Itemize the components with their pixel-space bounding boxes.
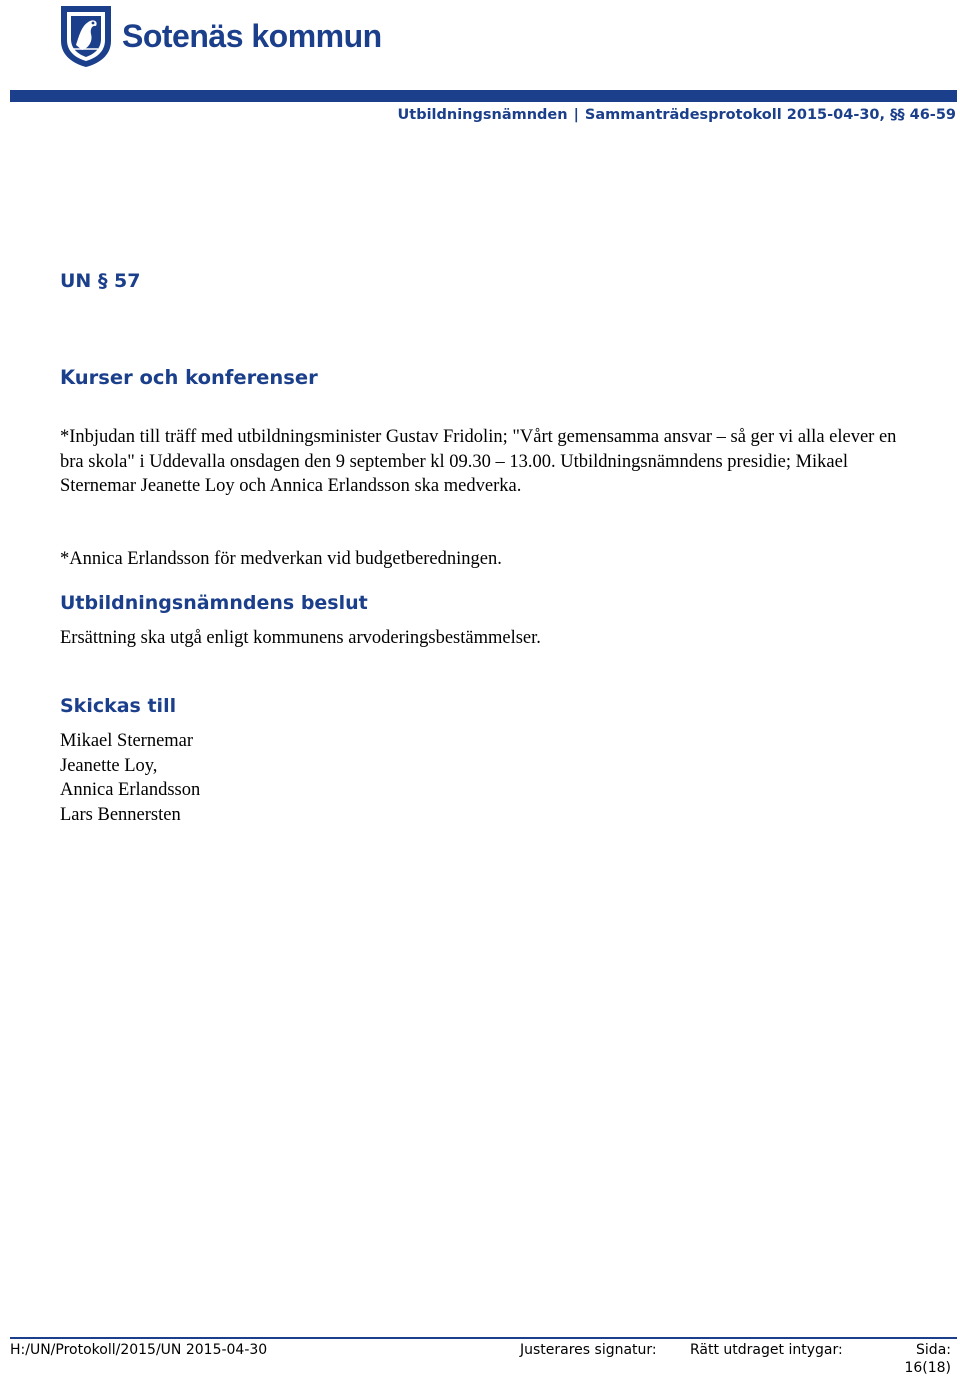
section-number: UN § 57 <box>60 270 141 292</box>
header-body: Utbildningsnämnden <box>397 107 568 123</box>
recipient-item: Annica Erlandsson <box>60 780 201 800</box>
budget-paragraph: *Annica Erlandsson för medverkan vid budgetberedningen. <box>60 549 502 569</box>
footer-signature-label: Justerares signatur: <box>520 1342 657 1358</box>
logo <box>58 2 382 70</box>
coat-of-arms-icon <box>58 3 114 69</box>
logo-text: Sotenäs kommun <box>122 18 382 54</box>
header-date-sections: 2015-04-30, §§ 46-59 <box>786 107 956 123</box>
header-doc-type: Sammanträdesprotokoll <box>584 107 782 123</box>
recipient-item: Jeanette Loy, <box>60 755 158 776</box>
decision-text: Ersättning ska utgå enligt kommunens arvoderingsbestämmelser. <box>60 628 541 648</box>
document-header <box>397 107 956 123</box>
footer-path: H:/UN/Protokoll/2015/UN 2015-04-30 <box>10 1342 268 1358</box>
footer-page <box>904 1341 951 1377</box>
send-to-heading: Skickas till <box>60 695 177 717</box>
recipient-list <box>60 729 200 827</box>
footer-page-label: Sida: <box>916 1342 951 1358</box>
decision-heading: Utbildningsnämndens beslut <box>60 592 368 614</box>
header-separator: | <box>573 107 579 123</box>
invitation-paragraph: *Inbjudan till träff med utbildningsminister Gustav Fridolin; "Vårt gemensamma ansvar – så ger vi alla elever en bra skola" i Uddevalla onsdagen den 9 september kl 09.30 – 13.00. Utbildningsnämndens presidie; Mikael Sternemar Jeanette Loy och Annica Erlandsson ska medverka. <box>60 427 897 496</box>
section-title: Kurser och konferenser <box>60 366 318 389</box>
recipient-item: Lars Bennersten <box>60 804 181 825</box>
header-rule <box>10 90 957 102</box>
footer-certified-label: Rätt utdraget intygar: <box>690 1342 843 1358</box>
recipient-item: Mikael Sternemar <box>60 731 194 751</box>
footer-page-value: 16(18) <box>904 1360 951 1376</box>
footer-rule <box>10 1337 957 1339</box>
